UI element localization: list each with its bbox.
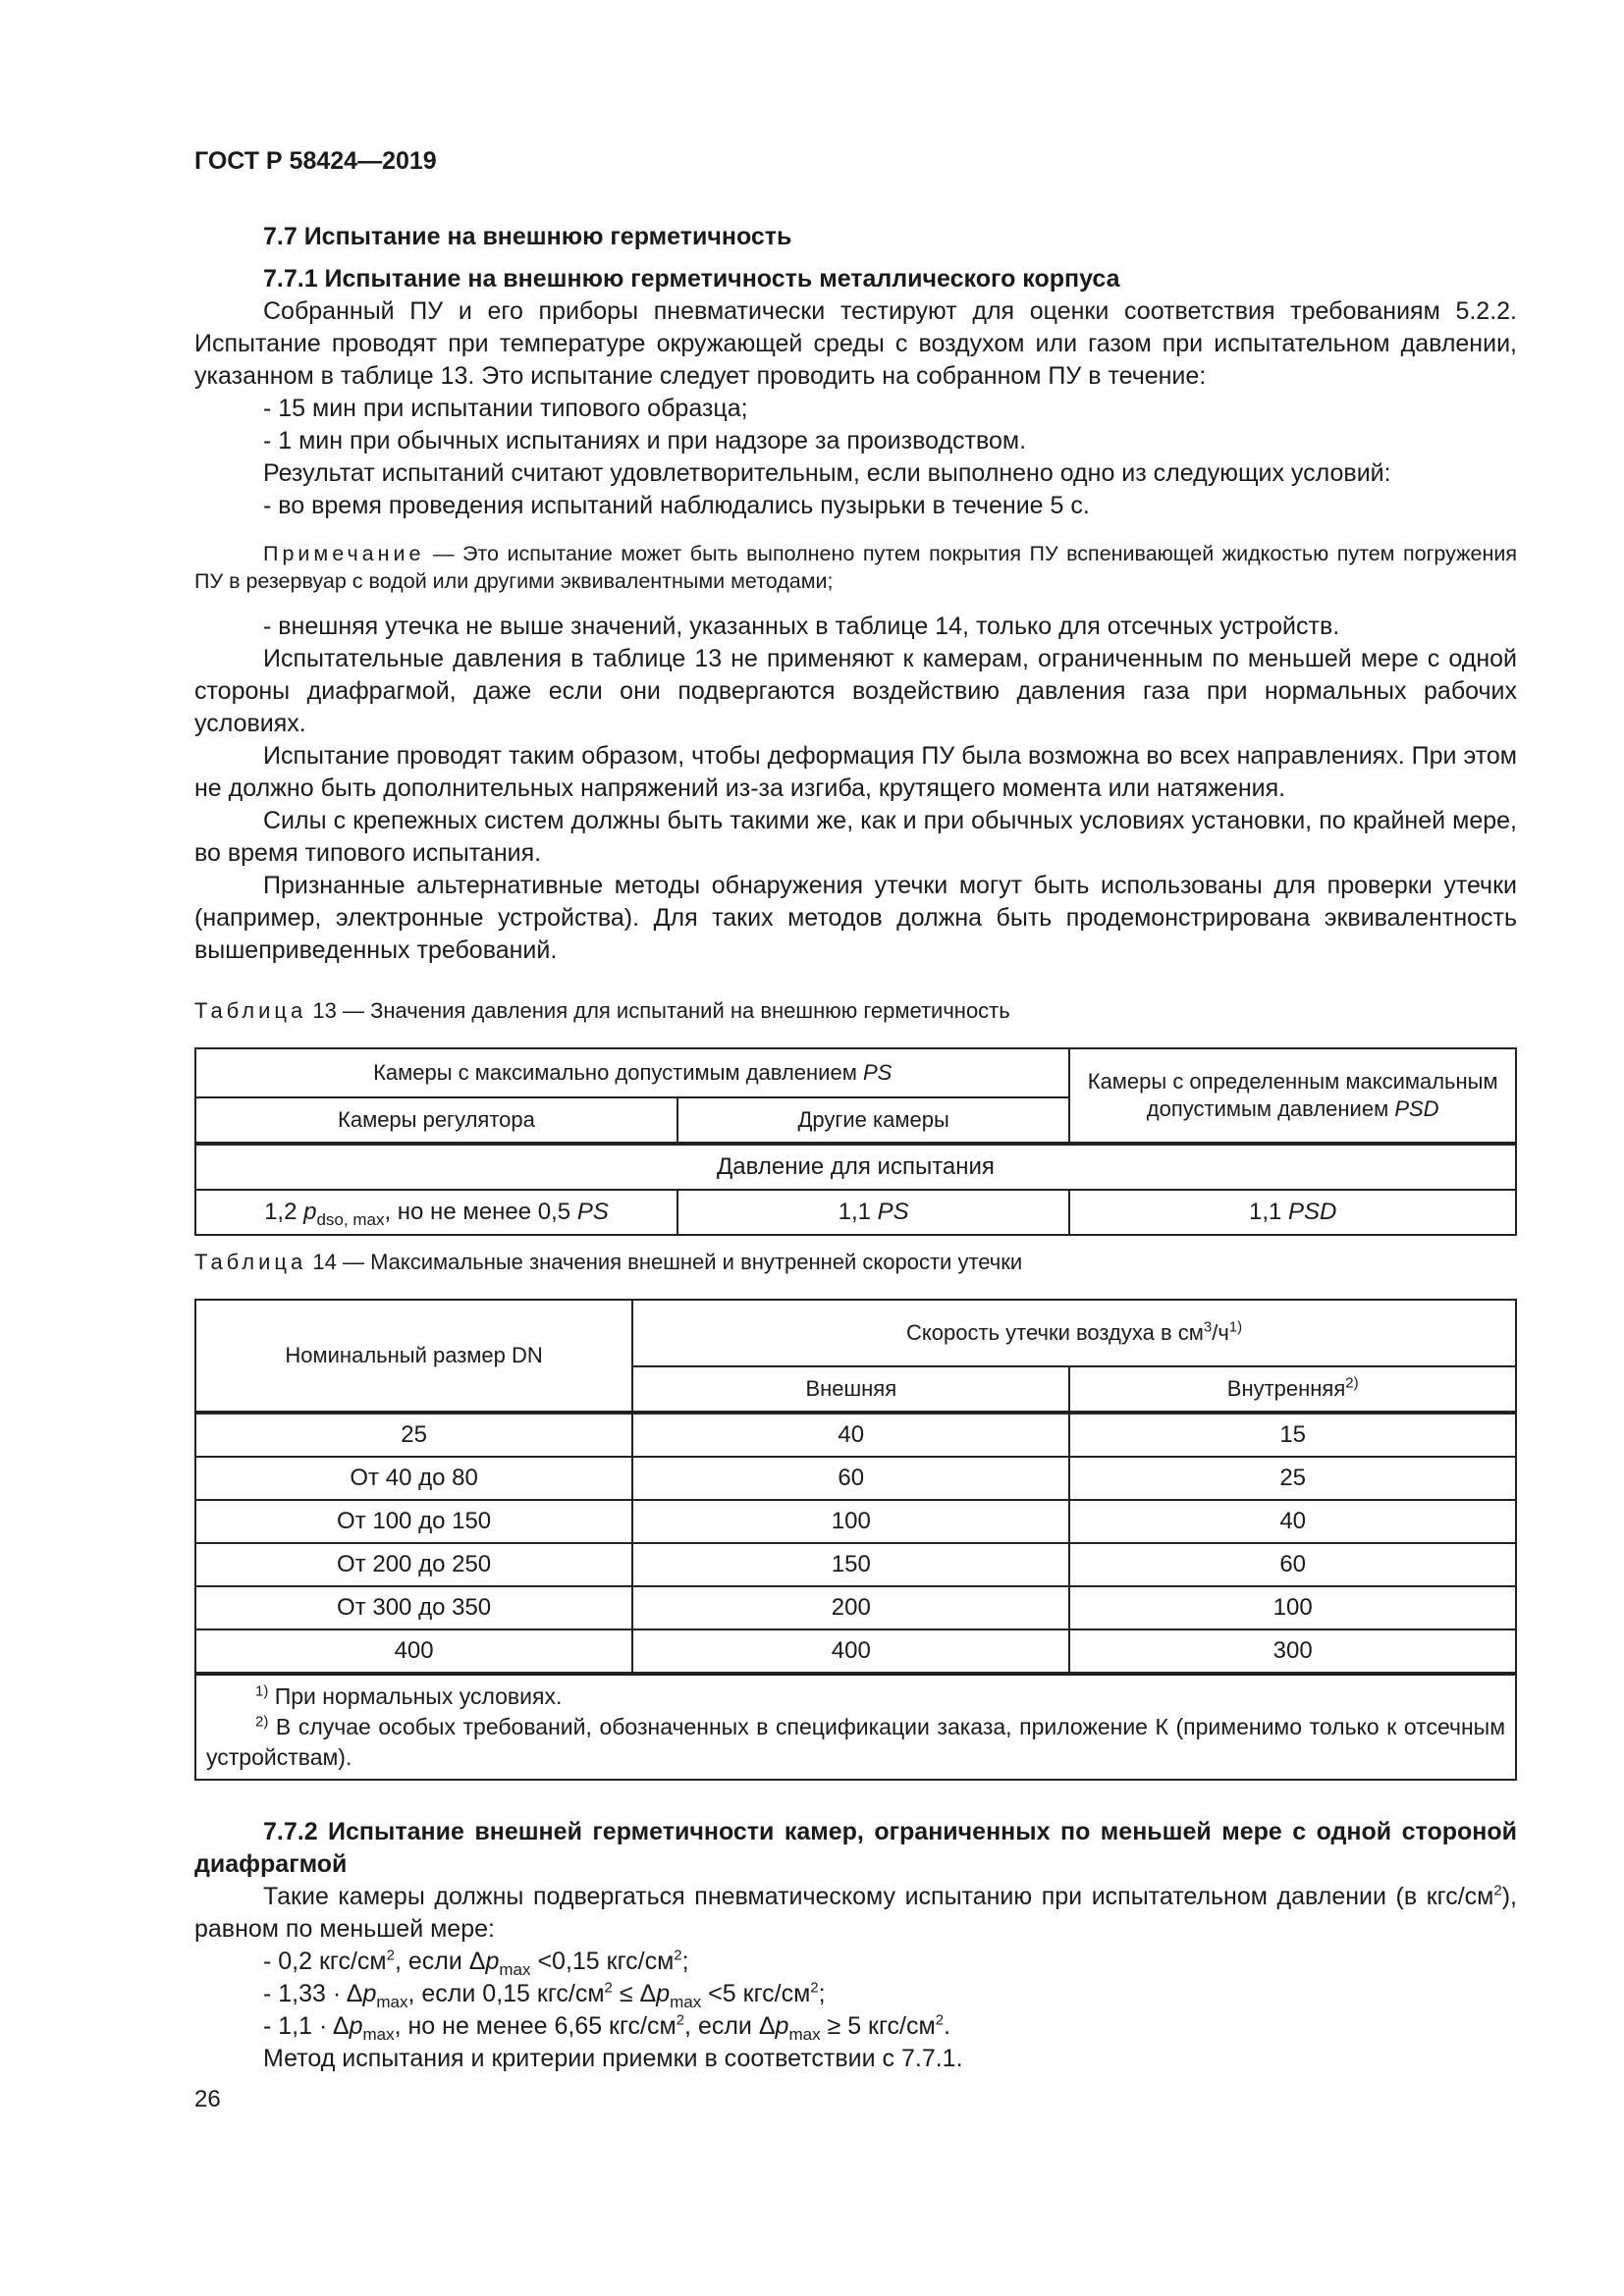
note-text: — Это испытание может быть выполнено путем покрытия ПУ вспенивающей жидкостью путем погружения ПУ в резервуар с водой или другими эквивалентными методами; — [194, 542, 1517, 593]
paragraph: Метод испытания и критерии приемки в соответствии с 7.7.1. — [263, 2045, 963, 2072]
cell-dn: От 40 до 80 — [195, 1457, 632, 1500]
list-item: - 1 мин при обычных испытаниях и при надзоре за производством. — [263, 427, 1027, 454]
footnote-ref: 2) — [1345, 1374, 1359, 1392]
table14-caption-label: Таблица — [194, 1250, 307, 1274]
cell-dn: От 200 до 250 — [195, 1543, 632, 1586]
superscript: 2 — [674, 1947, 682, 1964]
subsection-title: 7.7.2 Испытание внешней герметичности камер, ограниченных по меньшей мере с одной стороной диафрагмой — [194, 1818, 1517, 1878]
text: Такие камеры должны подвергаться пневматическому испытанию при испытательном давлении (в кгс/см — [263, 1883, 1494, 1910]
subscript: max — [362, 2025, 395, 2044]
paragraph: Признанные альтернативные методы обнаружения утечки могут быть использованы для проверки утечки (например, электронные устройства). Для таких методов должна быть продемонстрирована эквивалентность вышеприведенных требований. — [194, 872, 1517, 964]
text: <5 кгс/см — [701, 1980, 811, 2007]
subsection-title: 7.7.1 Испытание на внешнюю герметичность металлического корпуса — [263, 265, 1120, 293]
symbol: p — [349, 2012, 363, 2040]
paragraph: Испытательные давления в таблице 13 не применяют к камерам, ограниченным по меньшей мере с одной стороны диафрагмой, даже если они подвергаются воздействию давления газа при нормальных рабочих условиях. — [194, 645, 1517, 737]
cell-external: 150 — [632, 1543, 1069, 1586]
table13 — [194, 1047, 1517, 1236]
header-text: Камеры с максимально допустимым давлением — [373, 1060, 863, 1085]
table13-caption — [194, 996, 1517, 1026]
footnote-mark: 1) — [255, 1682, 269, 1700]
table13-header-regulator: Камеры регулятора — [195, 1097, 677, 1144]
symbol: p — [485, 1948, 500, 1975]
page-content — [194, 221, 1517, 2075]
cell-external: 60 — [632, 1457, 1069, 1500]
list-item: - внешняя утечка не выше значений, указанных в таблице 14, только для отсечных устройств. — [263, 613, 1340, 640]
table-row — [195, 1457, 1516, 1500]
cell-dn: 25 — [195, 1413, 632, 1457]
superscript: 2 — [935, 2011, 945, 2029]
footnote-text: При нормальных условиях. — [268, 1683, 563, 1709]
text: - 1,33 · Δ — [263, 1980, 363, 2007]
symbol: p — [775, 2012, 789, 2040]
cell-internal: 15 — [1069, 1413, 1516, 1457]
cell-external: 40 — [632, 1413, 1069, 1457]
note — [194, 540, 1517, 595]
list-item: - во время проведения испытаний наблюдались пузырьки в течение 5 с. — [263, 492, 1090, 519]
cell-symbol: PS — [576, 1199, 609, 1225]
cell-symbol: PSD — [1288, 1199, 1337, 1225]
subscript: max — [376, 1993, 408, 2011]
superscript: 2 — [810, 1979, 819, 1997]
document-code: ГОСТ Р 58424—2019 — [194, 147, 437, 175]
text: ≤ Δ — [612, 1980, 657, 2007]
cell-symbol: PS — [877, 1199, 909, 1225]
paragraph — [194, 1881, 1517, 1946]
cell-internal: 40 — [1069, 1500, 1516, 1543]
table14-footnotes — [195, 1674, 1516, 1780]
table14-header-internal — [1069, 1366, 1516, 1413]
cell-dn: От 300 до 350 — [195, 1586, 632, 1629]
table-row — [195, 1629, 1516, 1674]
header-text: Скорость утечки воздуха в см — [906, 1320, 1204, 1345]
text: , если 0,15 кгс/см — [407, 1980, 605, 2007]
text: ; — [818, 1980, 826, 2007]
cell-symbol: p — [303, 1199, 317, 1225]
cell-external: 100 — [632, 1500, 1069, 1543]
subscript: max — [670, 1993, 702, 2011]
table13-cell — [1069, 1190, 1516, 1235]
paragraph: Результат испытаний считают удовлетворительным, если выполнено одно из следующих условий: — [263, 459, 1391, 487]
footnote-mark: 2) — [255, 1713, 269, 1731]
table14-header-external: Внешняя — [632, 1366, 1069, 1413]
symbol: p — [362, 1980, 377, 2007]
superscript: 2 — [604, 1979, 613, 1997]
table13-header-other: Другие камеры — [677, 1097, 1069, 1144]
header-superscript: 3 — [1203, 1318, 1213, 1336]
header-text: Камеры с определенным максимальным допустимым давлением — [1087, 1069, 1498, 1121]
table13-caption-text: 13 — Значения давления для испытаний на внешнюю герметичность — [312, 998, 1010, 1023]
table-row — [195, 1413, 1516, 1457]
table14-caption-text: 14 — Максимальные значения внешней и внутренней скорости утечки — [312, 1250, 1023, 1274]
text: ), равном по меньшей мере: — [194, 1883, 1517, 1943]
table14-caption — [194, 1248, 1517, 1277]
table14 — [194, 1299, 1517, 1781]
section-title: 7.7 Испытание на внешнюю герметичность — [263, 223, 792, 250]
table13-header-psd — [1069, 1048, 1516, 1144]
header-symbol: PSD — [1394, 1096, 1439, 1121]
table13-cell — [195, 1190, 677, 1235]
list-item: - 15 мин при испытании типового образца; — [263, 395, 748, 422]
table13-cell — [677, 1190, 1069, 1235]
text: - 1,1 · Δ — [263, 2012, 350, 2040]
superscript: 2 — [1493, 1882, 1502, 1899]
subscript: max — [499, 1960, 531, 1979]
paragraph: Силы с крепежных систем должны быть такими же, как и при обычных условиях установки, по крайней мере, во время типового испытания. — [194, 807, 1517, 867]
header-text: Внутренняя — [1226, 1376, 1346, 1401]
footnote-text: В случае особых требований, обозначенных в спецификации заказа, приложение К (применимо только к отсечным устройствам). — [206, 1714, 1505, 1770]
cell-text: 1,2 — [264, 1199, 304, 1225]
list-item — [194, 1978, 1517, 2010]
footnote-ref: 1) — [1228, 1318, 1243, 1336]
table-row — [195, 1586, 1516, 1629]
subscript: max — [788, 2025, 821, 2044]
header-text: /ч — [1212, 1320, 1229, 1345]
superscript: 2 — [676, 2011, 685, 2029]
cell-text: , но не менее 0,5 — [384, 1199, 577, 1225]
table-row — [195, 1500, 1516, 1543]
symbol: p — [656, 1980, 671, 2007]
cell-external: 400 — [632, 1629, 1069, 1674]
list-item — [194, 1946, 1517, 1978]
text: , если Δ — [684, 2012, 776, 2040]
cell-dn: 400 — [195, 1629, 632, 1674]
cell-text: 1,1 — [838, 1199, 878, 1225]
cell-internal: 300 — [1069, 1629, 1516, 1674]
page-number: 26 — [194, 2086, 221, 2112]
footnote-1 — [206, 1682, 1505, 1712]
cell-internal: 60 — [1069, 1543, 1516, 1586]
text: <0,15 кгс/см — [530, 1948, 675, 1975]
footnote-2 — [206, 1712, 1505, 1773]
text: - 0,2 кгс/см — [263, 1948, 387, 1975]
note-label: Примечание — [263, 542, 425, 565]
text: . — [944, 2012, 950, 2040]
cell-dn: От 100 до 150 — [195, 1500, 632, 1543]
table13-caption-label: Таблица — [194, 998, 307, 1023]
table14-header-rate — [632, 1300, 1516, 1366]
cell-subscript: dso, max — [316, 1209, 385, 1229]
text: ≥ 5 кгс/см — [820, 2012, 936, 2040]
header-symbol: PS — [862, 1060, 893, 1085]
table13-header-ps — [195, 1048, 1069, 1097]
text: , но не менее 6,65 кгс/см — [394, 2012, 677, 2040]
table13-header-pressure: Давление для испытания — [195, 1144, 1516, 1190]
list-item — [194, 2010, 1517, 2043]
table-row — [195, 1543, 1516, 1586]
superscript: 2 — [386, 1947, 395, 1964]
text: ; — [681, 1948, 689, 1975]
cell-text: 1,1 — [1248, 1199, 1289, 1225]
table14-header-dn: Номинальный размер DN — [195, 1300, 632, 1413]
paragraph: Испытание проводят таким образом, чтобы деформация ПУ была возможна во всех направлениях. При этом не должно быть дополнительных напряжений из-за изгиба, крутящего момента или натяжения. — [194, 742, 1517, 802]
paragraph: Собранный ПУ и его приборы пневматически тестируют для оценки соответствия требованиям 5.2.2. Испытание проводят при температуре окружающей среды с воздухом или газом при испытательном давлении, указанном в таблице 13. Это испытание следует проводить на собранном ПУ в течение: — [194, 297, 1517, 390]
cell-internal: 100 — [1069, 1586, 1516, 1629]
cell-internal: 25 — [1069, 1457, 1516, 1500]
cell-external: 200 — [632, 1586, 1069, 1629]
text: , если Δ — [394, 1948, 486, 1975]
